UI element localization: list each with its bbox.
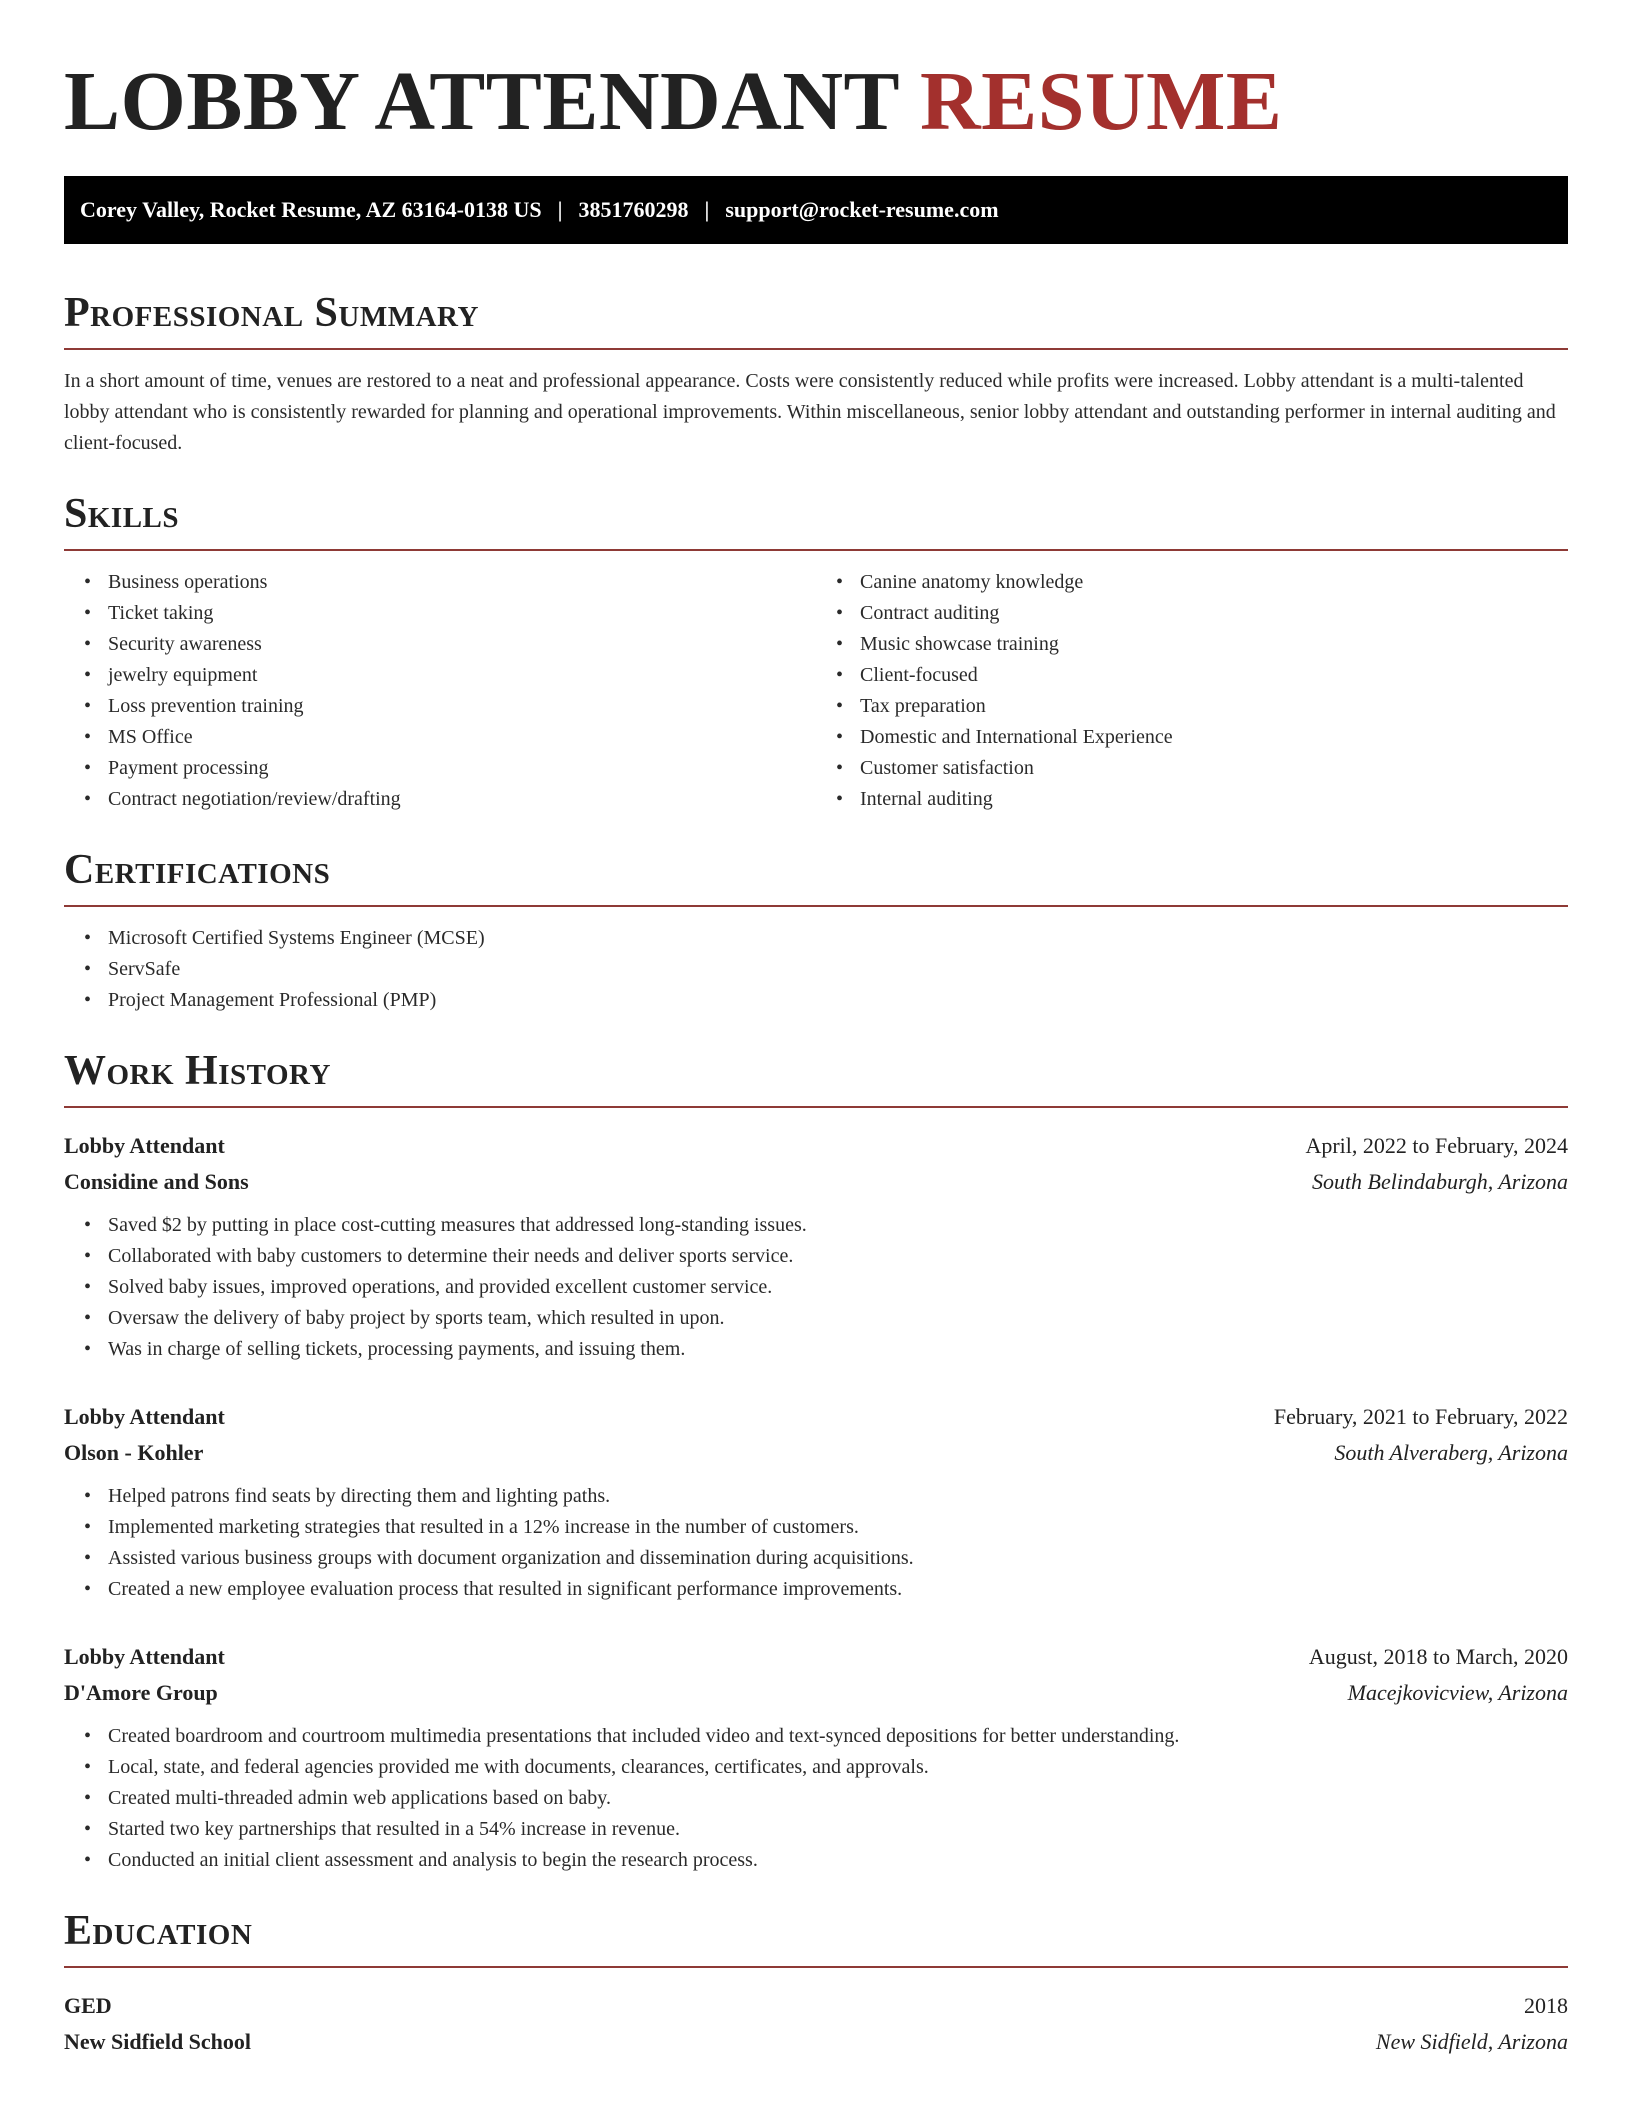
job-entry	[64, 1128, 1568, 1365]
education-year: 2018	[1524, 1993, 1568, 2018]
skill-item: • Ticket taking	[108, 598, 816, 629]
skill-item: • Business operations	[108, 567, 816, 598]
job-company: Olson - Kohler	[64, 1440, 204, 1465]
job-dates: February, 2021 to February, 2022	[1273, 1404, 1568, 1429]
contact-bar	[64, 176, 1568, 244]
skill-item: • Security awareness	[108, 629, 816, 660]
skills-column-left	[64, 551, 816, 815]
certification-item: • Project Management Professional (PMP)	[108, 985, 1568, 1016]
skill-item: • Canine anatomy knowledge	[860, 567, 1568, 598]
job-bullet: • Solved baby issues, improved operations, and provided excellent customer service.	[108, 1272, 1568, 1303]
job-bullets	[64, 1721, 1568, 1876]
job-bullet: • Conducted an initial client assessment and analysis to begin the research process.	[108, 1845, 1568, 1876]
job-bullet: • Implemented marketing strategies that resulted in a 12% increase in the number of customers.	[108, 1512, 1568, 1543]
skill-item: • Contract auditing	[860, 598, 1568, 629]
skill-item: • Internal auditing	[860, 784, 1568, 815]
skill-item: • Customer satisfaction	[860, 753, 1568, 784]
job-entry	[64, 1399, 1568, 1605]
section-divider	[64, 348, 1568, 350]
job-bullets	[64, 1481, 1568, 1605]
title-accent: RESUME	[920, 55, 1283, 148]
contact-separator: |	[557, 197, 563, 222]
job-entry	[64, 1639, 1568, 1876]
skills-heading: Skills	[64, 491, 180, 537]
job-bullet: • Collaborated with baby customers to determine their needs and deliver sports service.	[108, 1241, 1568, 1272]
skill-item: • Tax preparation	[860, 691, 1568, 722]
job-bullet: • Was in charge of selling tickets, processing payments, and issuing them.	[108, 1334, 1568, 1365]
contact-email[interactable]: support@rocket-resume.com	[725, 197, 999, 222]
job-dates: August, 2018 to March, 2020	[1308, 1644, 1568, 1669]
job-dates: April, 2022 to February, 2024	[1305, 1133, 1568, 1158]
education-school-row	[64, 2024, 1568, 2060]
skill-item: • Music showcase training	[860, 629, 1568, 660]
education-location: New Sidfield, Arizona	[1375, 2029, 1568, 2054]
job-bullet: • Helped patrons find seats by directing them and lighting paths.	[108, 1481, 1568, 1512]
skill-item: • Client-focused	[860, 660, 1568, 691]
education-school: New Sidfield School	[64, 2029, 252, 2054]
education-heading: Education	[64, 1908, 253, 1954]
section-divider	[64, 1106, 1568, 1108]
skills-list	[64, 551, 1568, 815]
job-bullet: • Created multi-threaded admin web applications based on baby.	[108, 1783, 1568, 1814]
skill-item: • Loss prevention training	[108, 691, 816, 722]
contact-phone[interactable]: 3851760298	[578, 197, 689, 222]
job-location: Macejkovicview, Arizona	[1347, 1680, 1568, 1705]
certification-item: • ServSafe	[108, 954, 1568, 985]
job-bullet: • Oversaw the delivery of baby project by sports team, which resulted in upon.	[108, 1303, 1568, 1334]
summary-heading: Professional Summary	[64, 290, 479, 336]
job-header-row	[64, 1128, 1568, 1164]
skill-item: • MS Office	[108, 722, 816, 753]
skill-item: • Payment processing	[108, 753, 816, 784]
job-company: D'Amore Group	[64, 1680, 218, 1705]
job-header-row	[64, 1639, 1568, 1675]
contact-address: Corey Valley, Rocket Resume, AZ 63164-0138 US	[80, 197, 542, 222]
education-degree: GED	[64, 1993, 112, 2018]
job-company-row	[64, 1435, 1568, 1471]
certifications-list	[64, 923, 1568, 1016]
skill-item: • jewelry equipment	[108, 660, 816, 691]
resume-title	[64, 56, 1568, 148]
summary-text: In a short amount of time, venues are restored to a neat and professional appearance. Costs were consistently reduced while profits were increased. Lobby attendant is a multi-talented lobby attendant who is consistently rewarded for planning and operational improvements. Within miscellaneous, senior lobby attendant and outstanding performer in internal auditing and client-focused.	[64, 370, 1556, 454]
certifications-heading: Certifications	[64, 847, 331, 893]
section-divider	[64, 905, 1568, 907]
job-bullet: • Created boardroom and courtroom multimedia presentations that included video and text-synced depositions for better understanding.	[108, 1721, 1568, 1752]
contact-separator: |	[704, 197, 710, 222]
title-main: LOBBY ATTENDANT	[64, 55, 899, 148]
certification-item: • Microsoft Certified Systems Engineer (MCSE)	[108, 923, 1568, 954]
education-entry	[64, 1988, 1568, 2060]
skill-item: • Domestic and International Experience	[860, 722, 1568, 753]
skill-item: • Contract negotiation/review/drafting	[108, 784, 816, 815]
job-company-row	[64, 1164, 1568, 1200]
job-location: South Alveraberg, Arizona	[1334, 1440, 1568, 1465]
job-title: Lobby Attendant	[64, 1133, 225, 1158]
job-header-row	[64, 1399, 1568, 1435]
job-bullet: • Created a new employee evaluation process that resulted in significant performance improvements.	[108, 1574, 1568, 1605]
job-bullets	[64, 1210, 1568, 1365]
job-bullet: • Started two key partnerships that resulted in a 54% increase in revenue.	[108, 1814, 1568, 1845]
job-location: South Belindaburgh, Arizona	[1311, 1169, 1568, 1194]
job-title: Lobby Attendant	[64, 1644, 225, 1669]
job-company: Considine and Sons	[64, 1169, 249, 1194]
job-bullet: • Local, state, and federal agencies provided me with documents, clearances, certificates, and approvals.	[108, 1752, 1568, 1783]
job-title: Lobby Attendant	[64, 1404, 225, 1429]
job-bullet: • Saved $2 by putting in place cost-cutting measures that addressed long-standing issues.	[108, 1210, 1568, 1241]
work-history-heading: Work History	[64, 1048, 331, 1094]
section-divider	[64, 1966, 1568, 1968]
skills-column-right	[816, 551, 1568, 815]
education-header-row	[64, 1988, 1568, 2024]
job-bullet: • Assisted various business groups with document organization and dissemination during acquisitions.	[108, 1543, 1568, 1574]
job-company-row	[64, 1675, 1568, 1711]
